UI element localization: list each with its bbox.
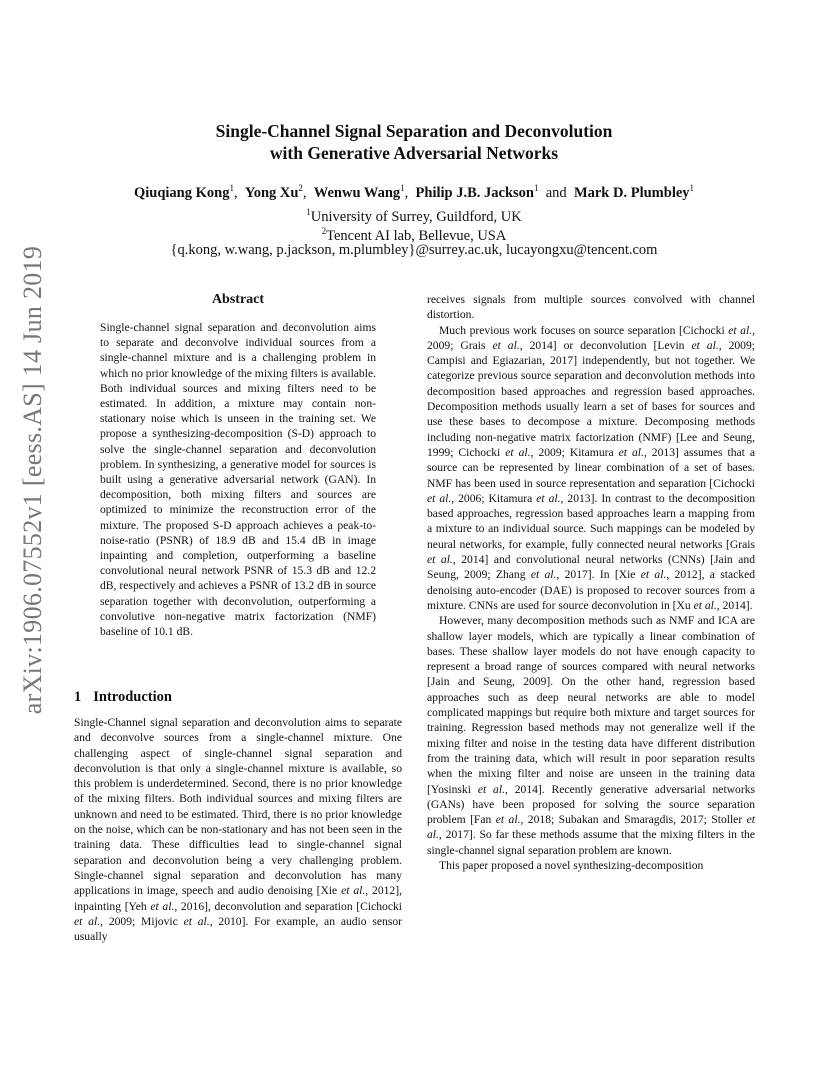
author-separator: ,	[302, 184, 307, 201]
author-separator: ,	[404, 184, 409, 201]
author-name: Yong Xu	[244, 184, 299, 201]
author-and: and	[545, 184, 567, 201]
affiliation-text: University of Surrey, Guildford, UK	[310, 208, 522, 225]
author-separator: ,	[233, 184, 238, 201]
section-heading	[74, 689, 172, 706]
arxiv-id: arXiv:1906.07552v1 [eess.AS] 14 Jun 2019	[18, 245, 47, 715]
author-name: Mark D. Plumbley	[573, 184, 690, 201]
paragraph: Single-Channel signal separation and deconvolution aims to separate and deconvolve sources from a single-channel mixture. One challenging aspect of single-channel signal separation and deconvolution is that only a single-channel mixture is available, so this problem is underdetermined. Second, there is no prior knowledge of the mixing filters. Both individual sources and mixing filters are unknown and need to be estimated. Third, there is no prior knowledge on the noise, which can be non-stationary and has not been seen in the training data. These difficulties lead to single-channel signal separation and deconvolution being a very challenging problem. Single-channel signal separation and deconvolution has many applications in image, speech and audio denoising [Xie et al., 2012], inpainting [Yeh et al., 2016], deconvolution and separation [Cichocki et al., 2009; Mijovic et al., 2010]. For example, an audio sensor usually	[74, 716, 403, 944]
author-affil-mark: 1	[689, 183, 695, 193]
section-number: 1	[74, 689, 82, 705]
author-list	[60, 178, 768, 203]
paper-title	[100, 120, 728, 164]
section-title: Introduction	[93, 689, 172, 705]
title-line-1: Single-Channel Signal Separation and Deconvolution	[215, 121, 613, 141]
abstract-heading: Abstract	[211, 292, 265, 307]
author-emails: {q.kong, w.wang, p.jackson, m.plumbley}@surrey.ac.uk, lucayongxu@tencent.com	[170, 242, 658, 258]
author-affil-mark: 1	[400, 183, 405, 193]
title-line-2: with Generative Adversarial Networks	[269, 143, 559, 163]
author-name: Qiuqiang Kong	[133, 184, 230, 201]
paragraph: This paper proposed a novel synthesizing-decomposition	[439, 858, 704, 872]
body-column-left	[74, 715, 402, 944]
author-name: Philip J.B. Jackson	[415, 184, 534, 201]
author-name: Wenwu Wang	[313, 184, 401, 201]
arxiv-sidebar-stamp	[14, 245, 52, 715]
affiliation-mark: 1	[306, 207, 311, 217]
affiliation-mark: 2	[321, 226, 327, 236]
abstract-body: Single-channel signal separation and deconvolution aims to separate and deconvolve individual sources from a single-channel mixture and is a challenging problem in which no prior knowledge of the mixing filters is available. Both individual sources and mixing filters need to be estimated. In addition, a mixture may contain non-stationary noise which is unseen in the training set. We propose a synthesizing-decomposition (S-D) approach to solve the single-channel separation and deconvolution problem. In synthesizing, a generative model for sources is built using a generative adversarial network (GAN). In decomposition, both mixing filters and sources are optimized to minimize the reconstruction error of the mixture. The proposed S-D approach achieves a peak-to-noise-ratio (PSNR) of 18.9 dB and 15.4 dB in image inpainting and completion, outperforming a baseline convolutional neural network PSNR of 15.3 dB and 12.2 dB, respectively and achieves a PSNR of 13.2 dB in source separation together with deconvolution, outperforming a convolutive non-negative matrix factorization (NMF) baseline of 10.1 dB.	[100, 321, 376, 639]
affiliation-text: Tencent AI lab, Bellevue, USA	[326, 227, 507, 244]
paragraph: receives signals from multiple sources convolved with channel distortion.	[427, 293, 755, 322]
body-column-right	[427, 292, 755, 873]
paragraph: Much previous work focuses on source separation [Cichocki et al., 2009; Grais et al., 2014] or deconvolution [Levin et al., 2009; Campisi and Egiazarian, 2017] independently, but not together. We categorize previous source separation and deconvolution methods into decomposition based approaches and regression based approaches. Decomposition methods usually learn a set of bases for sources and use these bases to decompose a mixture. Decomposing methods including non-negative matrix factorization (NMF) [Lee and Seung, 1999; Cichocki et al., 2009; Kitamura et al., 2013] assumes that a source can be represented by linear combination of a set of bases. NMF has been used in source representation and separation [Cichocki et al., 2006; Kitamura et al., 2013]. In contrast to the decomposition based approaches, regression based approaches learn a mapping from a mixture to an individual source. Such mappings can be modeled by neural networks, for example, fully connected neural networks [Grais et al., 2014] and convolutional neural networks (CNNs) [Jain and Seung, 2009; Zhang et al., 2017]. In [Xie et al., 2012], a stacked denoising auto-encoder (DAE) is proposed to recover sources from a mixture. CNNs are used for source deconvolution in [Xu et al., 2014].	[427, 323, 756, 612]
paragraph: However, many decomposition methods such as NMF and ICA are shallow layer models, which are typically a linear combination of bases. These shallow layer models do not have enough capacity to represent a broad range of sources compared with neural networks [Jain and Seung, 2009]. On the other hand, regression based approaches such as deep neural networks are able to model complicated mappings but require both mixture and target sources for training. Regression based methods may not generalize well if the mixing filter and noise in the testing data have different distribution from the training data, which will result in poor separation results when the mixing filter and noise are unseen in the training data [Yosinski et al., 2014]. Recently generative adversarial networks (GANs) have been proposed for solving the source separation problem [Fan et al., 2018; Subakan and Smaragdis, 2017; Stoller et al., 2017]. So far these methods assume that the mixing filters in the single-channel signal separation problem are known.	[427, 614, 756, 857]
author-affil-mark: 1	[534, 183, 539, 193]
author-affil-mark: 1	[229, 183, 234, 193]
author-affil-mark: 2	[298, 183, 303, 193]
